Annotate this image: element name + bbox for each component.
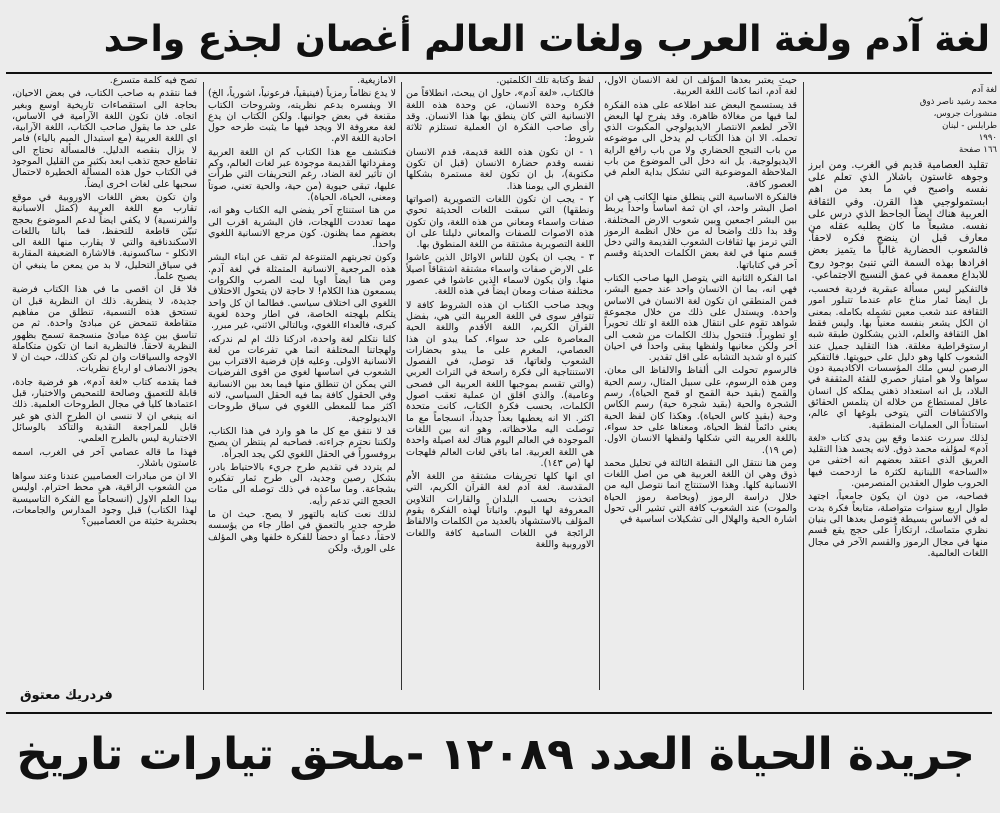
paragraph: قد لا نتفق مع كل ما هو وارد في هذا الكتاب، ولكننا نحترم جراءته. فصاحبه لم ينتظر ان يصبح بروفسوراً في الحقل اللغوي لكي يجد الجرأة.	[208, 425, 396, 460]
article-column-1	[808, 160, 988, 680]
article-column-4	[208, 75, 396, 700]
paragraph: فما نتقدم به صاحب الكتاب، في بعض الاحيان، بحاجة الى استقصاءات تاريخية اوسع وبغير اتجاه. فان تكون اللغة الآرامية في الاساس، على حد ما يقول صاحب الكتاب، اللغة الآرابية، اي اللغة العربية (مع استبدال الميم بالياء) فامر لا يزال بنقصه الدليل. فالمسألة تحتاج الى تقاطع حجج تذهب ابعد بكثير من القليل الموجود في الكتاب حول هذه المسألة الخطيرة لاحتمال سحبها على لغات اخرى ايضاً.	[12, 88, 197, 190]
paragraph: فالرسوم تحولت الى ألفاظ والالفاظ الى معان. ومن هذه الرسوم، على سبيل المثال، رسم الحية والقمح (بقيد حبة القمح او قمح الحياة)، رسم الشجرة والحية (بقيد شجرة حية) رسم الكاس وحبة (بقيد كاس الحياة). وهكذا كان لفظ الحية يعني دائماً لفظ الحياة، ومعناها على حد سواء، باللغة العربية التي شكلها ولفظها الانسان الاول. (ص ١٩).	[604, 365, 797, 456]
book-pages: ١٦٦ صفحة	[959, 145, 997, 155]
paragraph: قد يستسمح البعض عند اطلاعه على هذه الفكرة لما فيها من مغالاة ظاهرة. وقد يفرح لها البعض الآخر لطعم الانتصار الايديولوجي المكبوت الذي تحمله. الا ان هذا الكتاب لم يدخل الى موضوعه من باب التبجح الحضاري ولا من باب رافع الراية الايديولوجية. بل انه دخل الى الموضوع من باب الملاحظة الموضوعية التي تشكل بداية العلم في العصور كافة.	[604, 99, 797, 190]
column-rule	[803, 82, 804, 690]
column-rule	[203, 82, 204, 690]
book-year: ١٩٩٠	[978, 133, 997, 143]
paragraph: الامازيغية.	[357, 75, 396, 86]
paragraph: فما يقدمه كتاب «لغة آدم»، هو فرضية جادة، قابلة للتعميق وصالحة للتمحيص والاختبار، قبل اعتمادها كلياً في مجال الطروحات العلمية. ذلك انه ينبغي ان لا ننسى ان الطرح الذي هو غير قابل للمراجعة النقدية والتأكد بالوسائل الاختبارية ليس بالطرح العلمي.	[12, 376, 197, 445]
paragraph: ومن هنا ننتقل الى النقطة الثالثة في تحليل محمد ذوق وهي ان اللغة العربية هي من اصل اللغات الانسانية كلها. وهذا الاستنتاج انما نتوصل اليه من خلال دراسة الرموز (وبخاصة رموز الحياة والموت) عند الشعوب كافة التي تشير الى تحول اشارة الحية والهلال الى تشكيلات اساسية في	[604, 457, 797, 526]
paragraph: فالفكرة الاساسية التي ينطلق منها الكاتب هي ان اصل البشر واحد، اي ان ثمة اساساً واحداً يربط بين البشر اجمعين وبين شعوب الارض المختلفة. وقد بدا ذلك واضحاً له من خلال انظمة الرموز التي ترمز بها ثقافات الشعوب القديمة والتي دخل قسم منها في لغة بعض الكلمات الحديثة وقسم آخر في كتاباتها.	[604, 191, 797, 271]
article-column-5	[12, 75, 197, 677]
paragraph: اي انها كلها تحريفات مشتقة من اللغة الأم المقدسة. لغة آدم لغة القرآن الكريم، التي اتخذت بحسب البلدان والقارات التلاوين المعروفة لها اليوم. واثباتاً لهذه الفكرة يقوم المؤلف بالاستشهاد بالعديد من الكلمات والالفاظ الرائجة في اللغات السامية كافة واللغات الاوروبية واللغة	[406, 471, 594, 550]
source-citation: جريدة الحياة العدد ١٢٠٨٩ -ملحق تيارات تاريخ	[16, 729, 975, 780]
paragraph: لا يدع نظاماً رمزياً (فينيقياً، فرعونياً، اشورياً، الخ) الا ويفسره بدعم نظريته، وشروحات الكتاب مقنعة في بعض جوانبها. ولكن الكتاب ان يدع لغة معروفة الا ويجد فيها ما يثبت طرحه حول احادية اللغة الام.	[208, 88, 396, 145]
paragraph: لذلك سررت عندما وقع بين يدي كتاب «لغة آدم» لمؤلفه محمد ذوق. لانه يجسد هذا التقليد العريق الذي اعتقد بعضهم انه اختفى من «الساحة» اللبنانية لكثرة ما ازدحمت فيها الحروب طوال العقدين المنصرمين.	[808, 432, 988, 490]
paragraph: لفظ وكتابة تلك الكلمتين.	[496, 75, 594, 86]
paragraph: من هنا استنتاج آخر يفضي اليه الكتاب وهو انه، مهما تعددت اللهجات، فان البشرية اقرب الى بعضهم مما يظنون. كون مرجع الانسانية اللغوي واحداً.	[208, 205, 396, 251]
paragraph: لذلك نعت كتابه بالتهور لا يصح. حيث ان ما طرحه جدير بالتعمق في اطار جاء من يؤسسه لاحقاً، دعماً او دحضاً للفكرة خلفها وهي المؤلف على الورق. ولكن	[208, 508, 396, 554]
article-column-3	[406, 75, 594, 700]
paragraph: فصاحبه، من دون ان يكون جامعياً، اجتهد طوال اربع سنوات متواصلة، متابعاً فكرة بدت له في الاساس بسيطة فتوصل بعدها الى بنيان نظري متماسك، ارتكازاً على حجج يقع قسم منها في مجال الرموز والقسم الآخر في مجال اللغات العالمية.	[808, 491, 988, 559]
paragraph: ٢ - يجب ان تكون اللغات التصويرية (اصواتها ونطقها) التي سبقت اللغات الحديثة تحوي صفات واسماء ومعاني من هذه اللغة، وان تكون هذه الاصوات للصفات والمعاني دليلنا على ان اللغة التصويرية مشتقة من اللغة المنطوق بها.	[406, 193, 594, 251]
paragraph: تصح فيه كلمة متسرع.	[109, 75, 197, 86]
paragraph: كلنا نتكلم لغة واحدة، ادركنا ذلك ام لم ندركه، ولهجاتنا المختلفة انما هي تفرعات من لغة الانسانية الاولى. وعليه فإن فرضية الاقتراب بين الشعوب في اساسها لغوي من اقوى الفرضيات التي يمكن ان تنطلق منها فيما بعد بين الانسانية وفي الحقول كافة بما فيه الحقل السياسي، لانه اكثر مما للمعطى اللغوي في سياق طروحات الايديولوجية.	[208, 333, 396, 424]
paragraph: اما الفكرة الثانية التي يتوصل اليها صاحب الكتاب فهي انه، بما ان الانسان واحد عند جميع البشر، فمن المنطقي ان تكون لغة الانسان في الاساس واحدة. ويستدل على ذلك من خلال مجموعة شواهد تقوم على انتقال هذه اللغة او تلك تحويراً او تطويراً. فتتحول بذلك الكلمات من شعب الى آخر ولكن معانيها ولفظها يبقى واحداً في احيان كثيرة او شديد التشابه على اقل تقدير.	[604, 273, 797, 364]
paragraph: ١ - ان تكون هذه اللغة قديمة، قدم الانسان نفسه وقدم حضارة الانسان (قبل ان تكون مكتوبة)، بل ان تكون لغة مستمرة بشكلها الفطري الى يومنا هذا.	[406, 146, 594, 192]
paragraph: تقليد العصامية قديم في الغرب. ومن ابرز وجوهه غاستون باشلار الذي تعلم على نفسه واصبح في ما بعد من اهم ابستمولوجيي هذا القرن. وفي الثقافة العربية هناك ايضاً الجاحظ الذي درس على نفسه. مشبعاً ما كان يطلبه عقله من معارف قبل ان ينضج فكره لاحقاً. فالشعوب الحضارية غالباً ما يتميز بعض افرادها بهذه السمة التي تنبئ بوجود روح للابداع معممة في عمق النسيج الاجتماعي.	[808, 160, 988, 281]
paragraph: حيث يعتبر بعدها المؤلف ان لغة الانسان الاول، لغة آدم، انما كانت اللغة العربية.	[604, 75, 797, 98]
paragraph: فالكتاب، «لغة آدم»، حاول ان يبحث، انطلاقاً من فكرة وحدة الانسان، عن وحدة هذه اللغة الانسانية التي كان ينطق بها هذا الانسان. وقد رأى صاحب الفكرة ان العملية تستلزم ثلاثة شروط:	[406, 88, 594, 145]
paragraph: ويجد صاحب الكتاب ان هذه الشروط كافة لا تتوافر سوى في اللغة العربية التي هي، بفضل القرآن الكريم، اللغة الأقدم واللغة الحية المعاصرة على حد سواء. كما يبدو ان هذا العصامي، المغرم على ما يبدو بحضارات الشعوب ولغاتها، قد توصل، في الفصول الاستنتاجية الى فكرة راسخة في التراث العربي (والتي تقسم بموجبها اللغة العربية الى فصحى وعامية). والذي اقلق ان عملية تعقب اصول الكلمات، بحسب فكرة الكتاب، كانت متحدة اكثر. الا انه يعطيها بعداً جديداً، انسجاماً مع ما توصلت اليه ملاحظاته. وهو انه بين اللغات الموجودة في العالم اليوم هناك لغة اصيلة واحدة هي اللغة العربية. اما باقي لغات العالم فلهجات لها (ص ١٤٣).	[406, 299, 594, 469]
book-title: لغة آدم	[971, 85, 997, 95]
paragraph: فهذا ما قاله عصامي آخر في الغرب، اسمه غاستون باشلار.	[12, 446, 197, 469]
author-signature: فردريك معتوق	[20, 688, 113, 703]
book-publisher: منشورات جروس، طرابلس - لبنان	[933, 109, 997, 131]
top-divider	[6, 72, 992, 74]
bottom-divider	[6, 712, 992, 714]
paragraph: فالتفكير ليس مسألة عبقرية فردية فحسب، بل ايضاً ثمار مناخ عام عندما تتبلور امور الثقافة عند شعب معين تشمله بكامله. بمعنى ان الكل يشعر بنفسه معنياً بها. وليس فقط اهل الثقافة والعلم، الذين يشكلون طبقة شبه ارستوقراطية مغلقة. هذا التقليد جميل عند الشعوب كلها وهو دليل على حيويتها. فالتفكير الرصين ليس ملك المؤسسات الاكاديمية دون سواها ولا هو امتياز حصري للفئة المثقفة في البلاد، بل انه استعداد ذهني يملكه كل انسان عاقل لمستطاع من خلاله ان يتلمس الحقائق والاكتشافات التي يتوخى بلوغها اي عالم، استناداً الى العمليات المنطقية.	[808, 284, 988, 431]
book-info	[905, 84, 997, 154]
paragraph: فلا قل ان اقصى ما في هذا الكتاب فرضية جديدة، لا ينظرية. ذلك ان النظرية قبل ان تستحق هذه التسمية، تنطلق من مفاهيم متقاطعة تتمحض عن مبادئ واحدة. ثم من تناسق بين عدة مبادئ منسجمة تسمح بظهور النظرية لاحقاً. فالنظرية انما ان تكون متكاملة الاوجه والسياقات وان لم تكن كذلك، حيث ان لا يجوز الانصاف او ارباع نظريات.	[12, 284, 197, 375]
paragraph: وكون تجربتهم المتنوعة لم تقف عن ابناء البشر هذه المرجعية الانسانية المتمثلة في لغة آدم. ومن هنا ايضاً اويا ليت الصرب والكروات يسمعون هذا الكلام! لا حاجة لان يتحول الاختلاف اللغوي الى اختلاف سياسي. فطالما ان كل واحد يتكلم بلهجته الخاصة، في اطار وحدة لغوية كبرى، فالعداء اللغوي، وبالتالي الاثني، غير مبرر.	[208, 252, 396, 332]
paragraph: لم يتردد في تقديم طرح جريء بالاحتياط بادر، بشكل رصين وجديد، الى طرح ثمار تفكيره بشجاعة. وما ساعده في ذلك توصله الى مئات الحجج التي تدعم رأيه.	[208, 461, 396, 507]
column-rule	[401, 82, 402, 690]
book-author: محمد رشيد ناصر ذوق	[919, 97, 997, 107]
article-headline: لغة آدم ولغة العرب ولغات العالم أغصان لجذع واحد	[103, 19, 990, 60]
paragraph: الا ان من مبادرات العصاميين عندنا وعند سواها من الشعوب الراقية، هي محط احترام. اوليس بيدا العلم الاول (انسجاماً مع الفكرة التاسيسية لهذا الكتاب) قبل وجود المدارس والجامعات، بحشرية حثيثة من العصاميين؟	[12, 471, 197, 528]
paragraph: وان تكون بعض اللغات الاوروبية في موقع تقارب مع اللغة العربية (كمثل الاسبانية والفرنسية) لا يكفي ايضاً لدعم الموضوع بحجج تبيّن قاطعة للتحفظ، فما بالنا باللغات الاسكندنافية والتي لا يقارب منها اللغة الى الانكلو - ساكسونية. فالاشارة الضعيفة المقاربة في سياق التحليل، لا بد من يمعن ما ينبغي ان يصبح علماً.	[12, 191, 197, 283]
paragraph: فنكتشف مع هذا الكتاب كم ان اللغة العربية ومفرداتها القديمة موجودة عبر لغات العالم، وكم ان تأثير لغة الضاد، رغم التحريفات التي طرأت عليها، تبقى حيوية (من حية، والحية تعني، صوتاً ومعنى، الحياة، الحياة).	[208, 146, 396, 203]
article-column-2	[604, 75, 797, 700]
paragraph: ٣ - يجب ان يكون للناس الاوائل الذين عاشوا على الارض صفات واسماء مشتقة اشتقاقاً اصيلاً منها. وان يكون لاسماء الذين عاشوا في عصور مختلفة صفات ومعان ايضاً في هذه اللغة.	[406, 252, 594, 298]
column-rule	[599, 82, 600, 690]
